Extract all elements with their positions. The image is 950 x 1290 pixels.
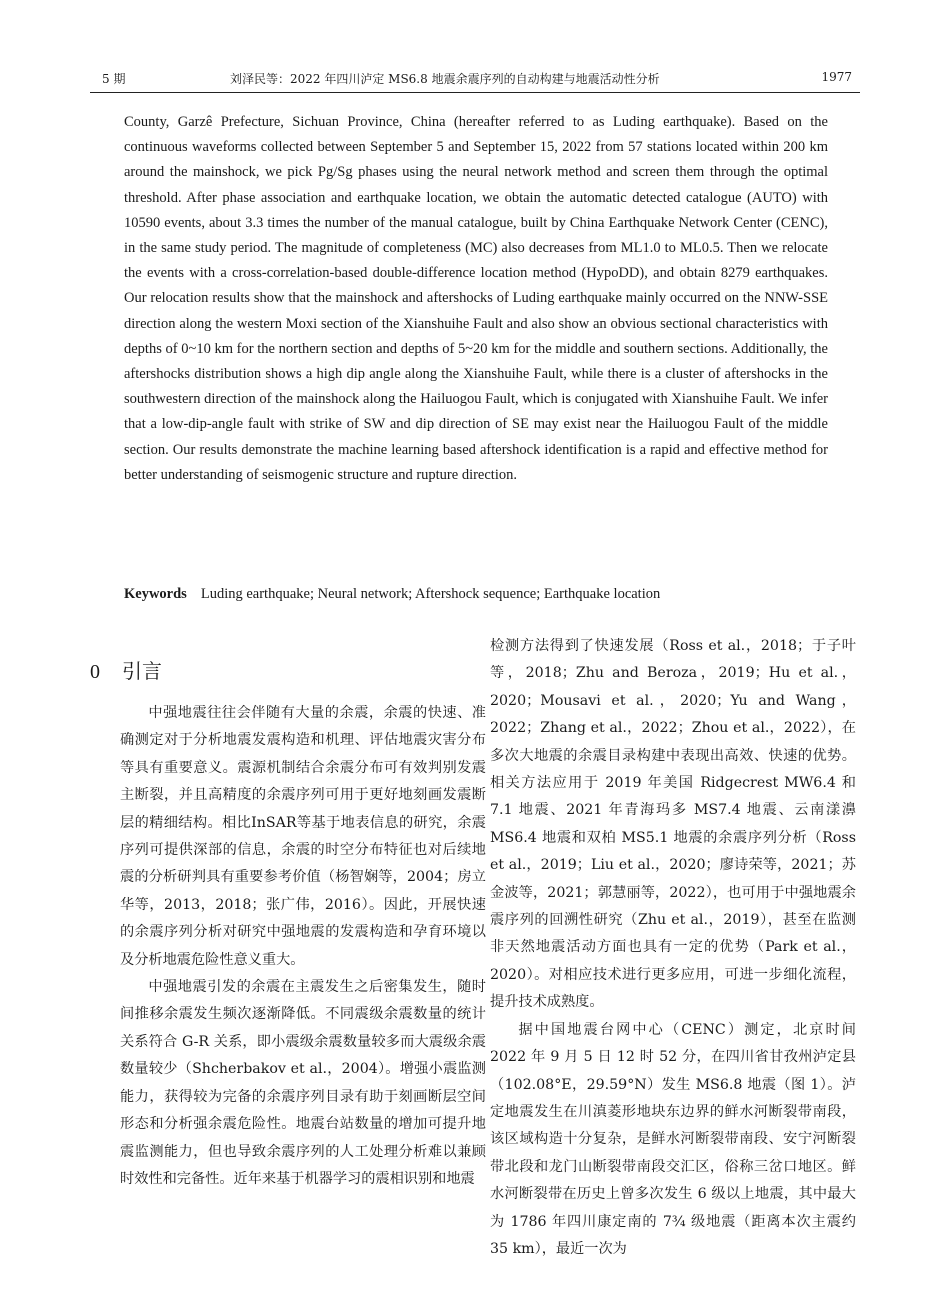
paragraph: 中强地震引发的余震在主震发生之后密集发生，随时间推移余震发生频次逐渐降低。不同震级余震数量的统计关系符合 G-R 关系，即小震级余震数量较多而大震级余震数量较少（Shcherbakov et al.，2004）。增强小震监测能力，获得较为完备的余震序列目录有助于刻画断层空间形态和分析强余震危险性。地震台站数量的增加可提升地震监测能力，但也导致余震序列的人工处理分析难以兼顾时效性和完备性。近年来基于机器学习的震相识别和地震: [120, 979, 486, 1187]
keywords-label: Keywords: [124, 586, 187, 602]
issue-number: 5 期: [102, 72, 126, 86]
english-abstract: [124, 110, 828, 488]
page-number: 1977: [821, 70, 852, 84]
running-title: 刘泽民等：2022 年四川泸定 MS6.8 地震余震序列的自动构建与地震活动性分析: [230, 72, 660, 86]
paragraph: 中强地震往往会伴随有大量的余震，余震的快速、准确测定对于分析地震发震构造和机理、评估地震灾害分布等具有重要意义。震源机制结合余震分布可有效判别发震主断裂，并且高精度的余震序列可用于更好地刻画发震断层的精细结构。相比InSAR等基于地表信息的研究，余震序列可提供深部的信息，余震的时空分布特征也对后续地震的分析研判具有重要参考价值（杨智娴等，2004；房立华等，2013，2018；张广伟，2016）。因此，开展快速的余震序列分析对研究中强地震的发震构造和孕育环境以及分析地震危险性意义重大。: [120, 705, 486, 968]
right-column: [490, 633, 856, 1263]
keywords-text: Luding earthquake; Neural network; Aftershock sequence; Earthquake location: [200, 586, 661, 602]
section-number: 0: [90, 661, 100, 683]
paragraph: 据中国地震台网中心（CENC）测定，北京时间 2022 年 9 月 5 日 12 时 52 分，在四川省甘孜州泸定县（102.08°E，29.59°N）发生 MS6.8 地震（图 1）。泸定地震发生在川滇菱形地块东边界的鲜水河断裂带南段，该区域构造十分复杂，是鲜水河断裂带南段、安宁河断裂带北段和龙门山断裂带南段交汇区，俗称三岔口地区。鲜水河断裂带在历史上曾多次发生 6 级以上地震，其中最大为 1786 年四川康定南的 7¾ 级地震（距离本次主震约 35 km），最近一次为: [490, 1021, 856, 1257]
keywords-line: [124, 586, 828, 603]
running-header: [90, 64, 860, 93]
left-column: [120, 700, 486, 1193]
section-title: 引言: [122, 659, 162, 683]
abstract-text: County, Garzê Prefecture, Sichuan Province, China (hereafter referred to as Luding earthquake). Based on the continuous waveforms collected between September 5 and September 15, 2022 from 57 stations located within 200 km around the mainshock, we pick Pg/Sg phases using the neural network method and screen them through the optimal threshold. After phase association and earthquake location, we obtain the automatic detected catalogue (AUTO) with 10590 events, about 3.3 times the number of the manual catalogue, built by China Earthquake Network Center (CENC), in the same study period. The magnitude of completeness (MC) also decreases from ML1.0 to ML0.5. Then we relocate the events with a cross-correlation-based double-difference location method (HypoDD), and obtain 8279 earthquakes. Our relocation results show that the mainshock and aftershocks of Luding earthquake mainly occurred on the NNW-SSE direction along the western Moxi section of the Xianshuihe Fault and also show an obvious sectional characteristics with depths of 0~10 km for the northern section and depths of 5~20 km for the middle and southern sections. Additionally, the aftershocks distribution shows a high dip angle along the Xianshuihe Fault, while there is a cluster of aftershocks in the southwestern direction of the mainshock along the Hailuogou Fault, which is conjugated with Xianshuihe Fault. We infer that a low-dip-angle fault with strike of SW and dip direction of SE may exist near the Hailuogou Fault of the middle section. Our results demonstrate the machine learning based aftershock identification is a rapid and effective method for better understanding of seismogenic structure and rupture direction.: [124, 114, 828, 483]
section-heading: [90, 655, 162, 684]
paragraph: 检测方法得到了快速发展（Ross et al.，2018；于子叶等，2018；Zhu and Beroza，2019；Hu et al.，2020；Mousavi et al.，2020；Yu and Wang，2022；Zhang et al.，2022；Zhou et al.，2022），在多次大地震的余震目录构建中表现出高效、快速的优势。相关方法应用于 2019 年美国 Ridgecrest MW6.4 和 7.1 地震、2021 年青海玛多 MS7.4 地震、云南漾濞 MS6.4 地震和双柏 MS5.1 地震的余震序列分析（Ross et al.，2019；Liu et al.，2020；廖诗荣等，2021；苏金波等，2021；郭慧丽等，2022），也可用于中强地震余震序列的回溯性研究（Zhu et al.，2019），甚至在监测非天然地震活动方面也具有一定的优势（Park et al.，2020）。对相应技术进行更多应用，可进一步细化流程，提升技术成熟度。: [490, 638, 856, 1011]
